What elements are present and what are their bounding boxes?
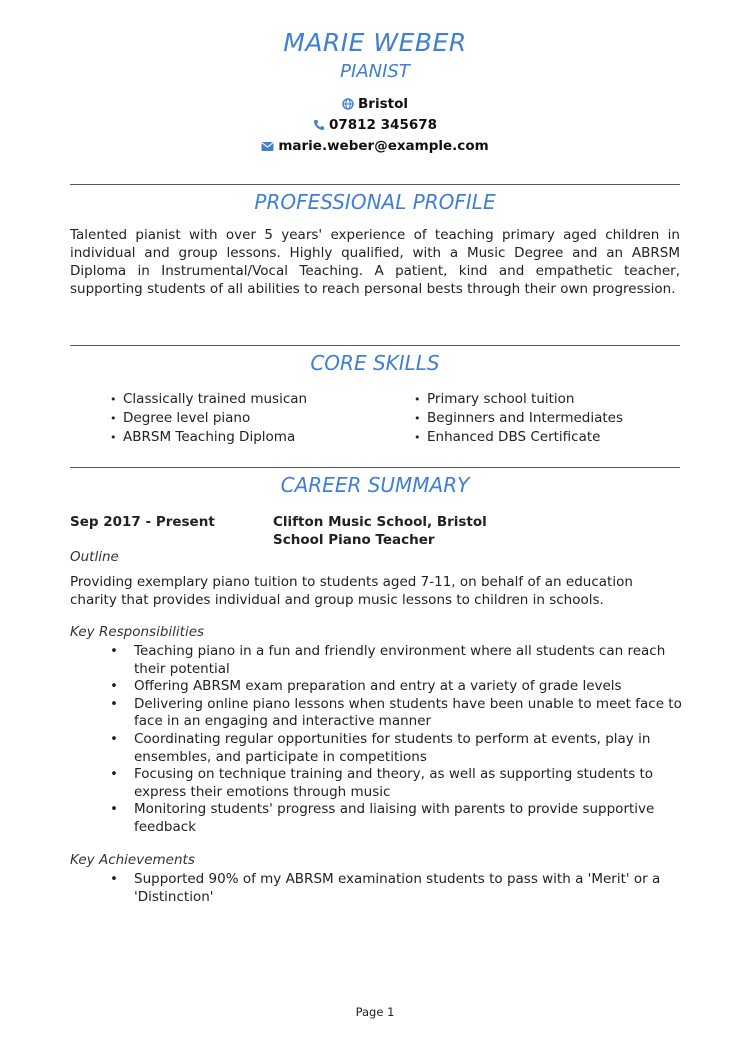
skill-item: • Primary school tuition — [414, 390, 623, 409]
achievements-list — [110, 871, 685, 906]
envelope-icon — [261, 141, 274, 152]
responsibility-item: • Offering ABRSM exam preparation and entry at a variety of grade levels — [110, 678, 685, 696]
candidate-name: MARIE WEBER — [283, 28, 467, 57]
skills-column-right — [414, 390, 623, 447]
responsibility-item: • Focusing on technique training and theory, as well as supporting students to express their emotions through music — [110, 766, 685, 801]
phone-icon — [313, 119, 325, 131]
globe-icon — [342, 98, 354, 110]
skills-column-left — [110, 390, 307, 447]
responsibilities-list — [110, 643, 685, 837]
responsibility-item: • Delivering online piano lessons when students have been unable to meet face to face in an engaging and interactive manner — [110, 696, 685, 731]
responsibility-item: • Monitoring students' progress and liaising with parents to provide supportive feedback — [110, 801, 685, 836]
job-role: School Piano Teacher — [273, 532, 435, 548]
section-divider — [70, 467, 680, 468]
profile-heading: PROFESSIONAL PROFILE — [254, 190, 496, 214]
achievements-label: Key Achievements — [70, 852, 195, 868]
skills-heading: CORE SKILLS — [310, 351, 440, 375]
achievement-item: • Supported 90% of my ABRSM examination students to pass with a 'Merit' or a 'Distinction' — [110, 871, 685, 906]
section-divider — [70, 345, 680, 346]
responsibility-item: • Teaching piano in a fun and friendly environment where all students can reach their potential — [110, 643, 685, 678]
job-date: Sep 2017 - Present — [70, 514, 215, 530]
contact-email — [0, 136, 750, 156]
page-number: Page 1 — [355, 1005, 395, 1019]
contact-location — [0, 94, 750, 114]
skill-item: • Classically trained musican — [110, 390, 307, 409]
skill-item: • ABRSM Teaching Diploma — [110, 428, 307, 447]
job-employer-role — [273, 513, 487, 549]
candidate-title: PIANIST — [340, 61, 410, 82]
email-text: marie.weber@example.com — [278, 138, 489, 154]
skill-item: • Enhanced DBS Certificate — [414, 428, 623, 447]
skill-item: • Degree level piano — [110, 409, 307, 428]
responsibility-item: • Coordinating regular opportunities for students to perform at events, play in ensembles, and participate in competitions — [110, 731, 685, 766]
career-heading: CAREER SUMMARY — [280, 473, 470, 497]
profile-text: Talented pianist with over 5 years' experience of teaching primary aged children in individual and group lessons. Highly qualified, with a Music Degree and an ABRSM Diploma in Instrumental/Vocal Teaching. A patient, kind and empathetic teacher, supporting students of all abilities to reach personal bests through their own progression. — [70, 227, 680, 297]
contact-phone — [0, 115, 750, 135]
skill-item: • Beginners and Intermediates — [414, 409, 623, 428]
phone-text: 07812 345678 — [328, 117, 438, 133]
responsibilities-label: Key Responsibilities — [70, 624, 205, 640]
outline-label: Outline — [70, 549, 119, 565]
location-text: Bristol — [358, 96, 408, 112]
section-divider — [70, 184, 680, 185]
outline-text: Providing exemplary piano tuition to students aged 7-11, on behalf of an education charity that provides individual and group music lessons to children in schools. — [70, 574, 633, 608]
job-employer: Clifton Music School, Bristol — [273, 514, 487, 530]
